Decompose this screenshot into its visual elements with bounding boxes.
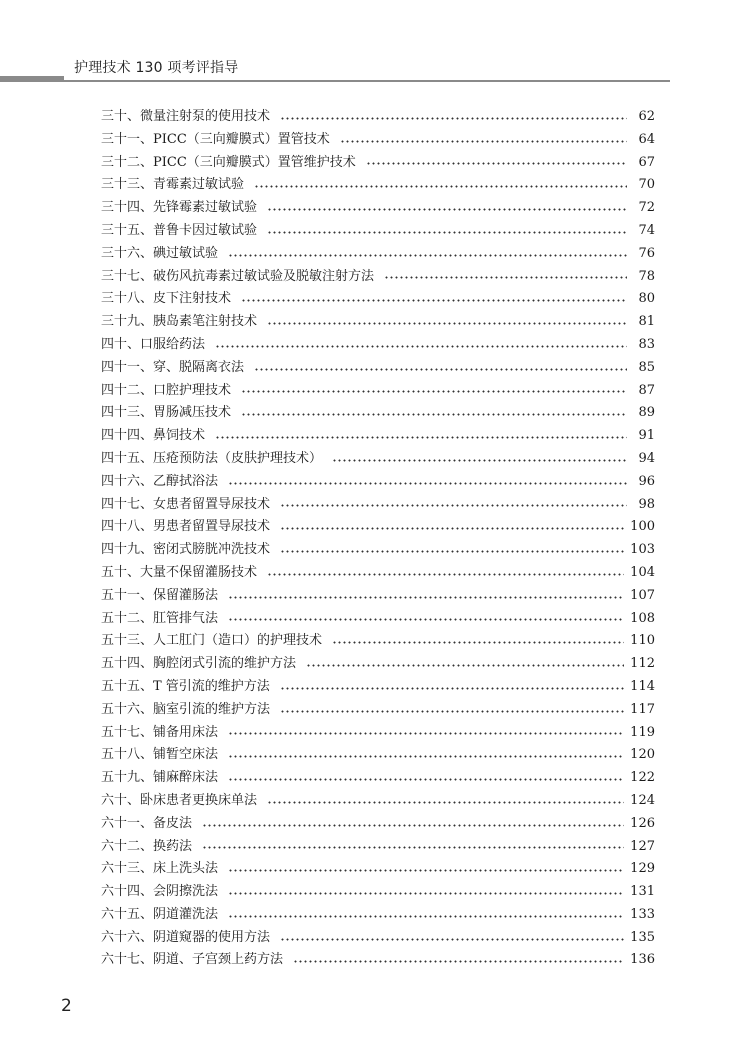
toc-entry[interactable] bbox=[101, 448, 655, 471]
toc-entry-title: 四十、口服给药法 bbox=[101, 336, 206, 352]
toc-entry-title: 四十六、乙醇拭浴法 bbox=[101, 473, 219, 489]
table-of-contents bbox=[101, 106, 655, 972]
toc-entry-page: 135 bbox=[630, 929, 655, 945]
toc-entry-page: 124 bbox=[630, 792, 655, 808]
toc-entry[interactable] bbox=[101, 927, 655, 950]
toc-entry-page: 80 bbox=[638, 291, 655, 307]
toc-leader-dots bbox=[306, 664, 624, 667]
toc-entry[interactable] bbox=[101, 858, 655, 881]
toc-entry-title: 四十二、口腔护理技术 bbox=[101, 382, 232, 398]
toc-entry-page: 136 bbox=[630, 952, 655, 968]
toc-entry[interactable] bbox=[101, 904, 655, 927]
toc-entry-page: 94 bbox=[638, 450, 655, 466]
toc-entry[interactable] bbox=[101, 836, 655, 859]
toc-entry[interactable] bbox=[101, 790, 655, 813]
toc-entry-page: 67 bbox=[638, 154, 655, 170]
toc-leader-dots bbox=[228, 755, 624, 758]
toc-entry-page: 114 bbox=[630, 678, 655, 694]
toc-leader-dots bbox=[254, 368, 627, 371]
toc-entry-title: 三十三、青霉素过敏试验 bbox=[101, 177, 245, 193]
toc-leader-dots bbox=[280, 550, 624, 553]
toc-entry[interactable] bbox=[101, 220, 655, 243]
toc-entry[interactable] bbox=[101, 585, 655, 608]
toc-entry-page: 131 bbox=[630, 884, 655, 900]
toc-leader-dots bbox=[267, 573, 624, 576]
toc-entry-title: 五十三、人工肛门（造口）的护理技术 bbox=[101, 633, 323, 649]
header-rule bbox=[64, 80, 670, 82]
running-header-title: 护理技术 130 项考评指导 bbox=[74, 60, 239, 76]
toc-entry[interactable] bbox=[101, 653, 655, 676]
toc-leader-dots bbox=[280, 687, 624, 690]
toc-leader-dots bbox=[228, 618, 624, 621]
toc-leader-dots bbox=[332, 641, 624, 644]
toc-leader-dots bbox=[241, 299, 627, 302]
toc-entry-page: 78 bbox=[638, 268, 655, 284]
toc-entry-page: 103 bbox=[630, 542, 655, 558]
toc-leader-dots bbox=[366, 162, 627, 165]
toc-leader-dots bbox=[228, 596, 624, 599]
toc-entry-title: 四十一、穿、脱隔离衣法 bbox=[101, 359, 245, 375]
toc-entry[interactable] bbox=[101, 311, 655, 334]
toc-leader-dots bbox=[267, 208, 627, 211]
toc-leader-dots bbox=[280, 117, 627, 120]
toc-leader-dots bbox=[280, 527, 624, 530]
toc-entry[interactable] bbox=[101, 425, 655, 448]
toc-entry-title: 六十、卧床患者更换床单法 bbox=[101, 792, 258, 808]
toc-leader-dots bbox=[267, 231, 627, 234]
toc-entry-page: 120 bbox=[630, 747, 655, 763]
toc-entry-title: 三十五、普鲁卡因过敏试验 bbox=[101, 222, 258, 238]
toc-leader-dots bbox=[332, 459, 627, 462]
toc-entry-page: 127 bbox=[630, 838, 655, 854]
toc-entry[interactable] bbox=[101, 516, 655, 539]
toc-entry-page: 104 bbox=[630, 564, 655, 580]
toc-leader-dots bbox=[241, 390, 627, 393]
toc-leader-dots bbox=[280, 938, 624, 941]
toc-leader-dots bbox=[228, 254, 627, 257]
toc-entry[interactable] bbox=[101, 630, 655, 653]
toc-entry-title: 五十二、肛管排气法 bbox=[101, 610, 219, 626]
toc-leader-dots bbox=[340, 140, 627, 143]
toc-leader-dots bbox=[228, 892, 624, 895]
toc-leader-dots bbox=[280, 504, 627, 507]
toc-leader-dots bbox=[228, 732, 624, 735]
toc-entry-page: 89 bbox=[638, 405, 655, 421]
toc-entry[interactable] bbox=[101, 949, 655, 972]
toc-entry-title: 五十五、T 管引流的维护方法 bbox=[101, 678, 270, 694]
toc-entry[interactable] bbox=[101, 152, 655, 175]
toc-entry-title: 四十三、胃肠减压技术 bbox=[101, 405, 232, 421]
toc-entry-page: 98 bbox=[638, 496, 655, 512]
toc-entry[interactable] bbox=[101, 243, 655, 266]
header-accent-bar bbox=[0, 76, 64, 82]
toc-entry-title: 三十九、胰岛素笔注射技术 bbox=[101, 314, 258, 330]
toc-entry-page: 119 bbox=[630, 724, 655, 740]
toc-entry[interactable] bbox=[101, 562, 655, 585]
toc-entry-page: 62 bbox=[638, 109, 655, 124]
toc-entry-page: 126 bbox=[630, 815, 655, 831]
toc-entry[interactable] bbox=[101, 334, 655, 357]
toc-entry-title: 四十七、女患者留置导尿技术 bbox=[101, 496, 271, 512]
toc-leader-dots bbox=[384, 276, 627, 279]
toc-entry[interactable] bbox=[101, 197, 655, 220]
toc-leader-dots bbox=[267, 801, 624, 804]
toc-entry-title: 六十四、会阴擦洗法 bbox=[101, 884, 219, 900]
toc-leader-dots bbox=[202, 824, 624, 827]
toc-entry-title: 五十七、铺备用床法 bbox=[101, 724, 219, 740]
toc-entry-page: 107 bbox=[630, 587, 655, 603]
toc-entry[interactable] bbox=[101, 494, 655, 517]
toc-entry-page: 112 bbox=[630, 656, 655, 672]
toc-entry-title: 五十一、保留灌肠法 bbox=[101, 587, 219, 603]
toc-entry[interactable] bbox=[101, 288, 655, 311]
toc-entry-page: 87 bbox=[638, 382, 655, 398]
toc-entry[interactable] bbox=[101, 380, 655, 403]
toc-entry-page: 133 bbox=[630, 906, 655, 922]
toc-entry-page: 91 bbox=[638, 428, 655, 444]
toc-entry[interactable] bbox=[101, 767, 655, 790]
toc-entry[interactable] bbox=[101, 699, 655, 722]
toc-entry-title: 六十一、备皮法 bbox=[101, 815, 193, 831]
toc-leader-dots bbox=[254, 185, 627, 188]
toc-entry-page: 129 bbox=[630, 861, 655, 877]
toc-entry[interactable] bbox=[101, 722, 655, 745]
toc-leader-dots bbox=[228, 778, 624, 781]
toc-entry-title: 三十七、破伤风抗毒素过敏试验及脱敏注射方法 bbox=[101, 268, 375, 284]
toc-entry-title: 五十九、铺麻醉床法 bbox=[101, 770, 219, 786]
toc-entry[interactable] bbox=[101, 402, 655, 425]
toc-leader-dots bbox=[202, 846, 624, 849]
toc-entry-page: 74 bbox=[638, 222, 655, 238]
toc-leader-dots bbox=[215, 345, 627, 348]
toc-entry-page: 64 bbox=[638, 131, 655, 147]
toc-entry-title: 四十九、密闭式膀胱冲洗技术 bbox=[101, 542, 271, 558]
toc-entry-title: 六十二、换药法 bbox=[101, 838, 193, 854]
toc-leader-dots bbox=[293, 960, 624, 963]
toc-entry-title: 三十、微量注射泵的使用技术 bbox=[101, 109, 271, 124]
toc-entry[interactable] bbox=[101, 357, 655, 380]
toc-entry-page: 100 bbox=[630, 519, 655, 535]
toc-entry-title: 三十一、PICC（三向瓣膜式）置管技术 bbox=[101, 131, 330, 147]
toc-entry-title: 三十四、先锋霉素过敏试验 bbox=[101, 200, 258, 216]
toc-entry-page: 83 bbox=[638, 336, 655, 352]
toc-entry[interactable] bbox=[101, 106, 655, 129]
toc-entry-page: 117 bbox=[630, 701, 655, 717]
toc-entry-title: 六十六、阴道窥器的使用方法 bbox=[101, 929, 271, 945]
toc-entry-title: 六十三、床上洗头法 bbox=[101, 861, 219, 877]
toc-entry-page: 81 bbox=[638, 314, 655, 330]
toc-entry[interactable] bbox=[101, 676, 655, 699]
page-number: 2 bbox=[61, 996, 72, 1016]
toc-entry-page: 76 bbox=[638, 245, 655, 261]
toc-leader-dots bbox=[280, 710, 624, 713]
toc-entry-title: 四十四、鼻饲技术 bbox=[101, 428, 206, 444]
toc-entry-title: 六十七、阴道、子宫颈上药方法 bbox=[101, 952, 284, 968]
toc-entry-page: 110 bbox=[630, 633, 655, 649]
toc-entry-page: 70 bbox=[638, 177, 655, 193]
toc-entry-title: 三十二、PICC（三向瓣膜式）置管维护技术 bbox=[101, 154, 356, 170]
toc-entry-page: 85 bbox=[638, 359, 655, 375]
toc-entry-title: 三十八、皮下注射技术 bbox=[101, 291, 232, 307]
toc-entry-title: 五十六、脑室引流的维护方法 bbox=[101, 701, 271, 717]
toc-entry-title: 三十六、碘过敏试验 bbox=[101, 245, 219, 261]
toc-leader-dots bbox=[228, 915, 624, 918]
toc-entry-page: 108 bbox=[630, 610, 655, 626]
toc-leader-dots bbox=[267, 322, 627, 325]
toc-entry[interactable] bbox=[101, 266, 655, 289]
toc-entry-title: 四十五、压疮预防法（皮肤护理技术） bbox=[101, 450, 323, 466]
toc-entry[interactable] bbox=[101, 539, 655, 562]
toc-leader-dots bbox=[228, 869, 624, 872]
toc-entry[interactable] bbox=[101, 881, 655, 904]
toc-leader-dots bbox=[215, 436, 627, 439]
toc-leader-dots bbox=[228, 482, 627, 485]
toc-entry-title: 六十五、阴道灌洗法 bbox=[101, 906, 219, 922]
toc-entry[interactable] bbox=[101, 744, 655, 767]
toc-entry[interactable] bbox=[101, 608, 655, 631]
toc-entry-title: 五十、大量不保留灌肠技术 bbox=[101, 564, 258, 580]
toc-entry-page: 72 bbox=[638, 200, 655, 216]
toc-entry-title: 五十四、胸腔闭式引流的维护方法 bbox=[101, 656, 297, 672]
toc-entry[interactable] bbox=[101, 129, 655, 152]
toc-entry-page: 96 bbox=[638, 473, 655, 489]
toc-entry[interactable] bbox=[101, 471, 655, 494]
toc-entry-page: 122 bbox=[630, 770, 655, 786]
toc-entry-title: 五十八、铺暂空床法 bbox=[101, 747, 219, 763]
toc-leader-dots bbox=[241, 413, 627, 416]
toc-entry-title: 四十八、男患者留置导尿技术 bbox=[101, 519, 271, 535]
toc-entry[interactable] bbox=[101, 813, 655, 836]
toc-entry[interactable] bbox=[101, 174, 655, 197]
